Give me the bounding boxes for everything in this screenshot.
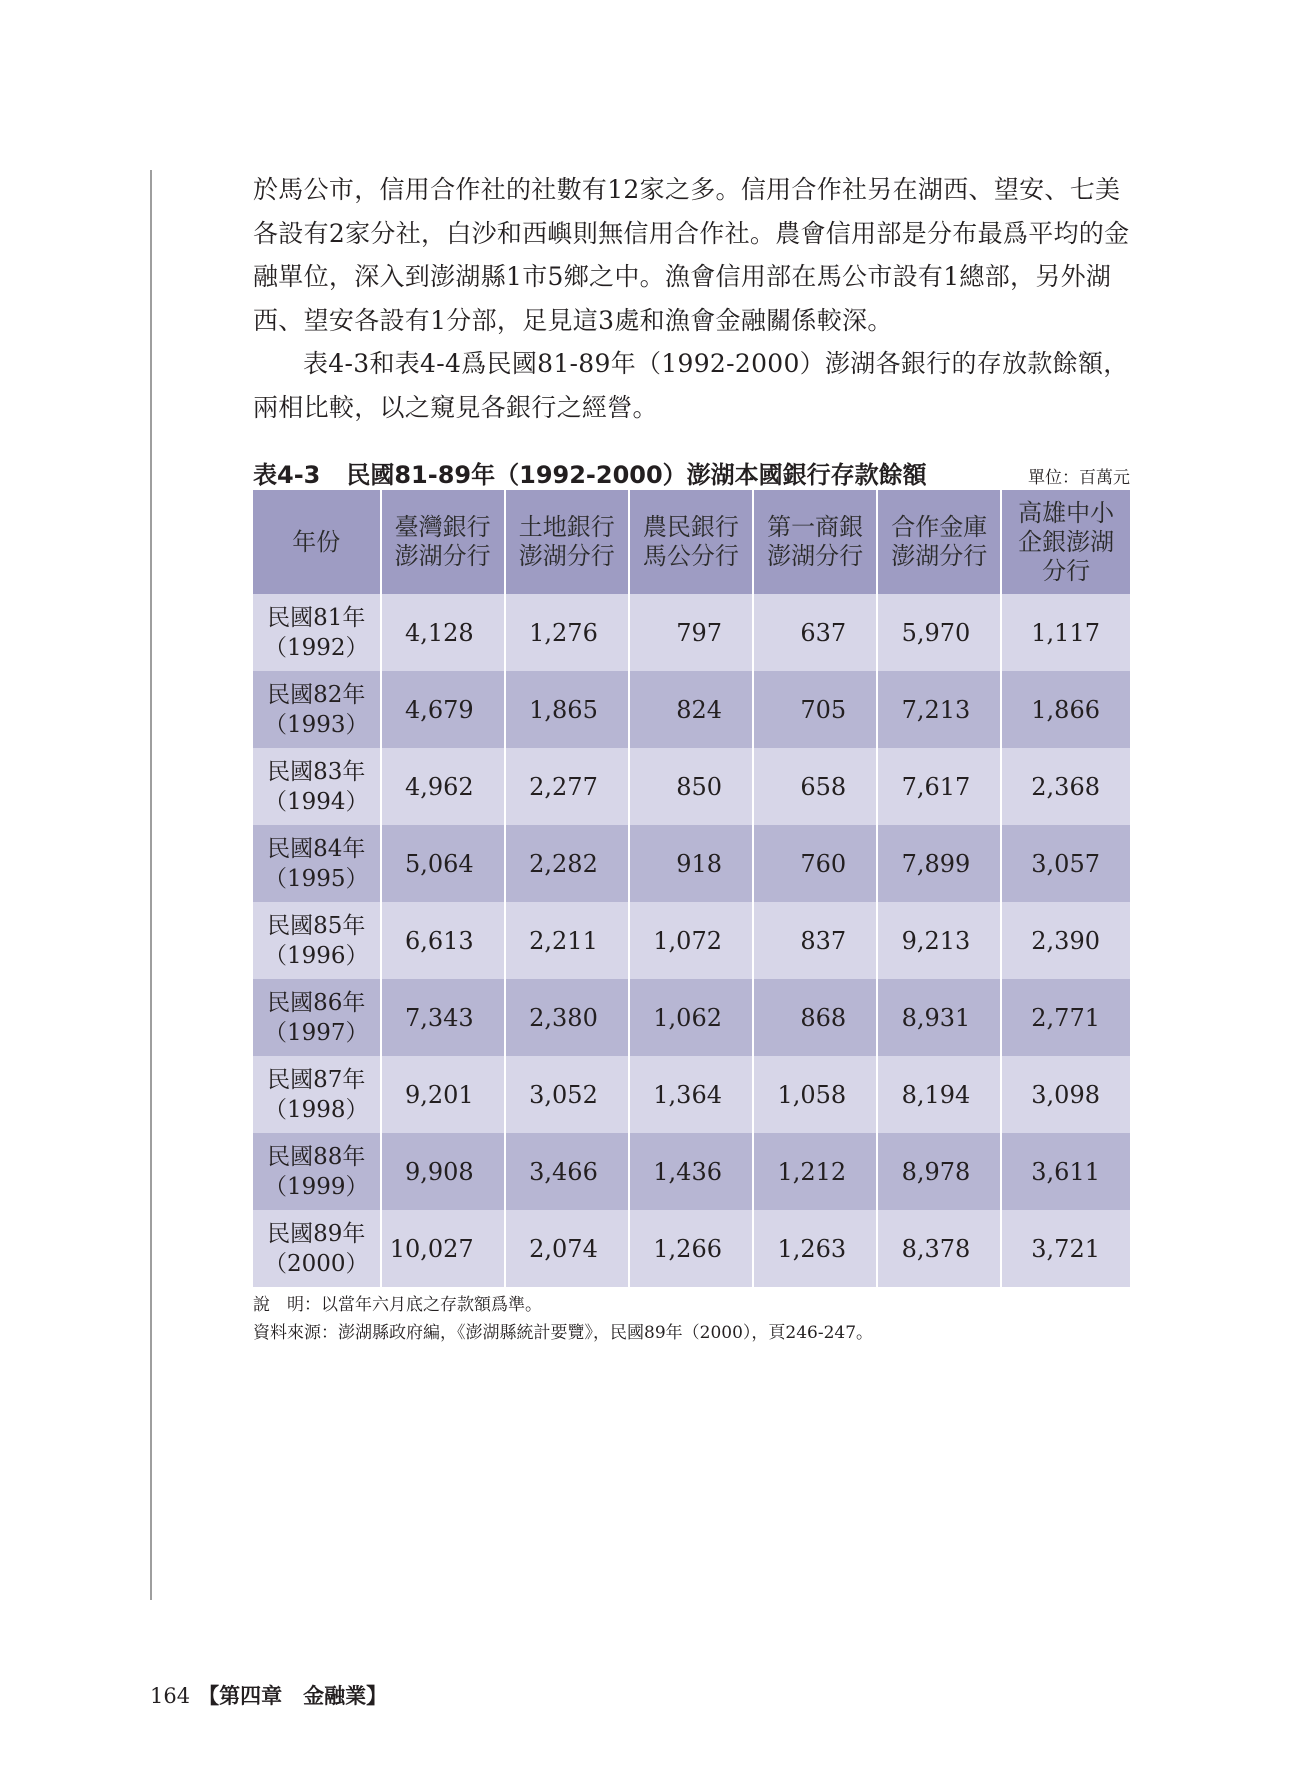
paragraph-2: 表4-3和表4-4爲民國81-89年（1992-2000）澎湖各銀行的存放款餘額，兩相比較，以之窺見各銀行之經營。	[253, 349, 1129, 422]
column-header	[253, 490, 381, 594]
table-header	[253, 490, 1130, 594]
column-header-line: 年份	[292, 527, 341, 556]
year-ad: （1998）	[263, 1096, 369, 1123]
year-cell	[253, 748, 381, 825]
value-cell: 918	[629, 825, 753, 902]
note-explanation-label: 說 明：	[253, 1295, 321, 1315]
value-cell: 4,962	[381, 748, 505, 825]
value-cell: 8,194	[877, 1056, 1001, 1133]
table-title-text: 民國81-89年（1992-2000）澎湖本國銀行存款餘額	[346, 461, 927, 489]
value-cell: 1,866	[1001, 671, 1130, 748]
value-cell: 2,277	[505, 748, 629, 825]
table-row	[253, 594, 1130, 671]
year-minguo: 民國88年	[267, 1143, 366, 1170]
value-cell: 2,380	[505, 979, 629, 1056]
value-cell: 7,343	[381, 979, 505, 1056]
column-header-line: 澎湖分行	[767, 542, 864, 570]
value-cell: 1,212	[753, 1133, 877, 1210]
table-title	[253, 455, 927, 490]
table-row	[253, 979, 1130, 1056]
value-cell: 2,074	[505, 1210, 629, 1287]
value-cell: 10,027	[381, 1210, 505, 1287]
body-text	[253, 168, 1133, 429]
year-cell	[253, 1056, 381, 1133]
year-minguo: 民國85年	[267, 912, 366, 939]
value-cell: 824	[629, 671, 753, 748]
year-minguo: 民國84年	[267, 835, 366, 862]
column-header	[381, 490, 505, 594]
table-row	[253, 1056, 1130, 1133]
year-ad: （1996）	[263, 942, 369, 969]
value-cell: 3,098	[1001, 1056, 1130, 1133]
page-number: 164	[150, 1684, 191, 1708]
value-cell: 1,276	[505, 594, 629, 671]
column-header-line: 土地銀行	[518, 513, 615, 541]
column-header-line: 臺灣銀行	[394, 513, 491, 541]
value-cell: 3,721	[1001, 1210, 1130, 1287]
value-cell: 1,072	[629, 902, 753, 979]
value-cell: 705	[753, 671, 877, 748]
year-ad: （2000）	[263, 1250, 369, 1277]
value-cell: 658	[753, 748, 877, 825]
value-cell: 868	[753, 979, 877, 1056]
column-header-line: 澎湖分行	[891, 542, 988, 570]
chapter-label: 【第四章 金融業】	[198, 1683, 388, 1708]
table-row	[253, 825, 1130, 902]
year-ad: （1993）	[263, 711, 369, 738]
value-cell: 2,390	[1001, 902, 1130, 979]
value-cell: 5,970	[877, 594, 1001, 671]
value-cell: 760	[753, 825, 877, 902]
year-minguo: 民國86年	[267, 989, 366, 1016]
value-cell: 1,062	[629, 979, 753, 1056]
table-body	[253, 594, 1130, 1287]
table-row	[253, 1210, 1130, 1287]
value-cell: 6,613	[381, 902, 505, 979]
value-cell: 3,611	[1001, 1133, 1130, 1210]
year-ad: （1995）	[263, 865, 369, 892]
value-cell: 5,064	[381, 825, 505, 902]
value-cell: 2,211	[505, 902, 629, 979]
note-explanation-text: 以當年六月底之存款額爲準。	[321, 1295, 542, 1315]
table-notes	[253, 1291, 873, 1347]
year-cell	[253, 1210, 381, 1287]
year-minguo: 民國87年	[267, 1066, 366, 1093]
column-header-line: 分行	[1042, 556, 1091, 585]
value-cell: 1,364	[629, 1056, 753, 1133]
table-caption	[253, 450, 1130, 490]
year-minguo: 民國89年	[267, 1220, 366, 1247]
note-source-text: 澎湖縣政府編，《澎湖縣統計要覽》，民國89年（2000），頁246-247。	[338, 1323, 874, 1343]
column-header-line: 農民銀行	[642, 513, 739, 541]
year-cell	[253, 825, 381, 902]
year-cell	[253, 1133, 381, 1210]
header-row	[253, 490, 1130, 594]
year-minguo: 民國81年	[267, 604, 366, 631]
value-cell: 7,617	[877, 748, 1001, 825]
value-cell: 1,436	[629, 1133, 753, 1210]
year-ad: （1992）	[263, 634, 369, 661]
value-cell: 8,931	[877, 979, 1001, 1056]
value-cell: 7,899	[877, 825, 1001, 902]
column-header	[877, 490, 1001, 594]
value-cell: 4,128	[381, 594, 505, 671]
value-cell: 3,052	[505, 1056, 629, 1133]
value-cell: 837	[753, 902, 877, 979]
margin-rule	[150, 170, 152, 1600]
table-row	[253, 748, 1130, 825]
note-source-label: 資料來源：	[253, 1323, 338, 1343]
note-explanation	[253, 1291, 873, 1319]
column-header-line: 第一商銀	[767, 513, 864, 541]
column-header-line: 企銀澎湖	[1018, 527, 1115, 556]
value-cell: 8,378	[877, 1210, 1001, 1287]
column-header	[1001, 490, 1130, 594]
value-cell: 3,057	[1001, 825, 1130, 902]
value-cell: 2,282	[505, 825, 629, 902]
table-row	[253, 671, 1130, 748]
table-unit: 單位：百萬元	[1028, 468, 1130, 488]
value-cell: 9,201	[381, 1056, 505, 1133]
column-header	[753, 490, 877, 594]
column-header-line: 高雄中小	[1018, 498, 1115, 527]
value-cell: 1,865	[505, 671, 629, 748]
column-header-line: 合作金庫	[891, 513, 988, 541]
column-header-line: 澎湖分行	[518, 542, 615, 570]
value-cell: 1,117	[1001, 594, 1130, 671]
year-ad: （1997）	[263, 1019, 369, 1046]
value-cell: 4,679	[381, 671, 505, 748]
column-header-line: 澎湖分行	[394, 542, 491, 570]
year-ad: （1999）	[263, 1173, 369, 1200]
table-number: 表4-3	[253, 461, 321, 489]
value-cell: 2,368	[1001, 748, 1130, 825]
column-header	[629, 490, 753, 594]
value-cell: 1,058	[753, 1056, 877, 1133]
paragraph-1: 於馬公市，信用合作社的社數有12家之多。信用合作社另在湖西、望安、七美各設有2家分社，白沙和西嶼則無信用合作社。農會信用部是分布最爲平均的金融單位，深入到澎湖縣1市5鄉之中。漁會信用部在馬公市設有1總部，另外湖西、望安各設有1分部，足見這3處和漁會金融關係較深。	[253, 175, 1130, 335]
column-header-line: 馬公分行	[642, 542, 739, 570]
deposit-table	[253, 490, 1130, 1287]
value-cell: 8,978	[877, 1133, 1001, 1210]
value-cell: 797	[629, 594, 753, 671]
table-row	[253, 902, 1130, 979]
year-cell	[253, 979, 381, 1056]
value-cell: 1,263	[753, 1210, 877, 1287]
column-header	[505, 490, 629, 594]
table-row	[253, 1133, 1130, 1210]
page-footer	[150, 1680, 387, 1710]
value-cell: 3,466	[505, 1133, 629, 1210]
value-cell: 9,213	[877, 902, 1001, 979]
value-cell: 7,213	[877, 671, 1001, 748]
year-ad: （1994）	[263, 788, 369, 815]
value-cell: 1,266	[629, 1210, 753, 1287]
year-cell	[253, 671, 381, 748]
value-cell: 637	[753, 594, 877, 671]
note-source	[253, 1319, 873, 1347]
value-cell: 850	[629, 748, 753, 825]
value-cell: 9,908	[381, 1133, 505, 1210]
year-minguo: 民國82年	[267, 681, 366, 708]
year-cell	[253, 594, 381, 671]
year-cell	[253, 902, 381, 979]
value-cell: 2,771	[1001, 979, 1130, 1056]
year-minguo: 民國83年	[267, 758, 366, 785]
